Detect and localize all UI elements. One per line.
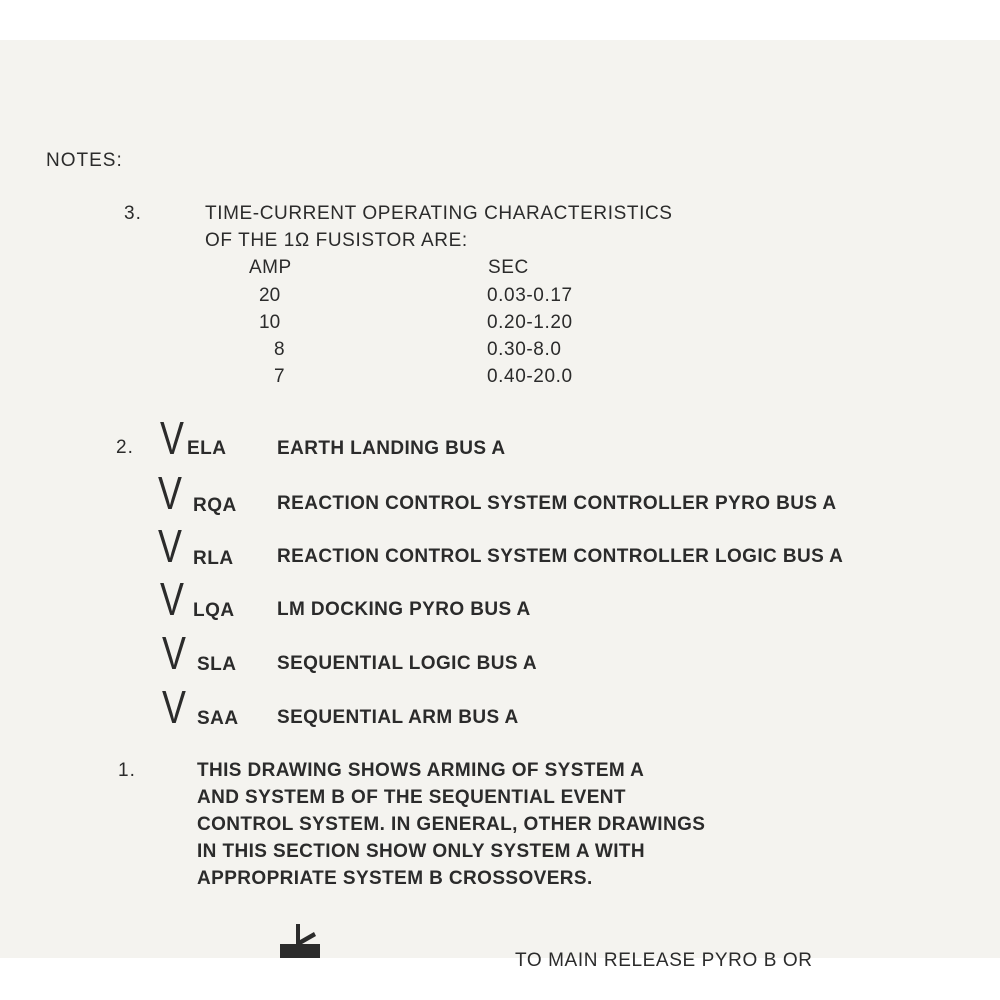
bus-subscript: SAA	[197, 708, 239, 729]
bus-description: EARTH LANDING BUS A	[277, 438, 506, 459]
amp-column-header: AMP	[249, 257, 292, 278]
bus-subscript: LQA	[193, 600, 235, 621]
bus-description: REACTION CONTROL SYSTEM CONTROLLER PYRO BUS A	[277, 493, 837, 514]
bus-description: SEQUENTIAL LOGIC BUS A	[277, 653, 538, 674]
v-symbol: V	[158, 520, 182, 572]
bus-row-rla	[0, 520, 1000, 573]
note-1-line: IN THIS SECTION SHOW ONLY SYSTEM A WITH	[197, 841, 646, 862]
bus-subscript: RQA	[193, 495, 237, 516]
amp-value: 10	[259, 312, 281, 333]
note-2-number: 2.	[116, 437, 134, 458]
bus-description: LM DOCKING PYRO BUS A	[277, 599, 531, 620]
v-symbol: V	[162, 681, 186, 733]
bus-subscript: RLA	[193, 548, 234, 569]
note-3-line-1: TIME-CURRENT OPERATING CHARACTERISTICS	[205, 203, 673, 224]
bus-row-ela	[0, 412, 1000, 465]
bus-subscript: SLA	[197, 654, 237, 675]
bus-row-rqa	[0, 467, 1000, 520]
sec-value: 0.20-1.20	[487, 312, 573, 333]
amp-value: 20	[259, 285, 281, 306]
bus-description: SEQUENTIAL ARM BUS A	[277, 707, 519, 728]
bus-row-lqa	[0, 573, 1000, 626]
sec-value: 0.03-0.17	[487, 285, 573, 306]
bus-subscript: ELA	[187, 438, 227, 459]
note-1-line: AND SYSTEM B OF THE SEQUENTIAL EVENT	[197, 787, 626, 808]
page-border	[0, 958, 1000, 1000]
sec-value: 0.40-20.0	[487, 366, 573, 387]
note-1-line: APPROPRIATE SYSTEM B CROSSOVERS.	[197, 868, 593, 889]
sec-value: 0.30-8.0	[487, 339, 562, 360]
sec-column-header: SEC	[488, 257, 529, 278]
amp-value: 8	[274, 339, 285, 360]
v-symbol: V	[162, 627, 186, 679]
v-symbol: V	[158, 467, 182, 519]
arrow-symbol-icon	[276, 920, 328, 958]
bus-row-saa	[0, 681, 1000, 734]
cut-off-label: TO MAIN RELEASE PYRO B OR	[515, 950, 813, 971]
v-symbol: V	[160, 412, 184, 464]
note-1-number: 1.	[118, 760, 136, 781]
amp-value: 7	[274, 366, 285, 387]
notes-heading: NOTES:	[46, 150, 123, 171]
bus-row-sla	[0, 627, 1000, 680]
note-1-line: CONTROL SYSTEM. IN GENERAL, OTHER DRAWINGS	[197, 814, 706, 835]
note-1-line: THIS DRAWING SHOWS ARMING OF SYSTEM A	[197, 760, 645, 781]
note-3-line-2: OF THE 1Ω FUSISTOR ARE:	[205, 230, 468, 251]
note-3-number: 3.	[124, 203, 142, 224]
v-symbol: V	[160, 573, 184, 625]
bus-description: REACTION CONTROL SYSTEM CONTROLLER LOGIC BUS A	[277, 546, 844, 567]
